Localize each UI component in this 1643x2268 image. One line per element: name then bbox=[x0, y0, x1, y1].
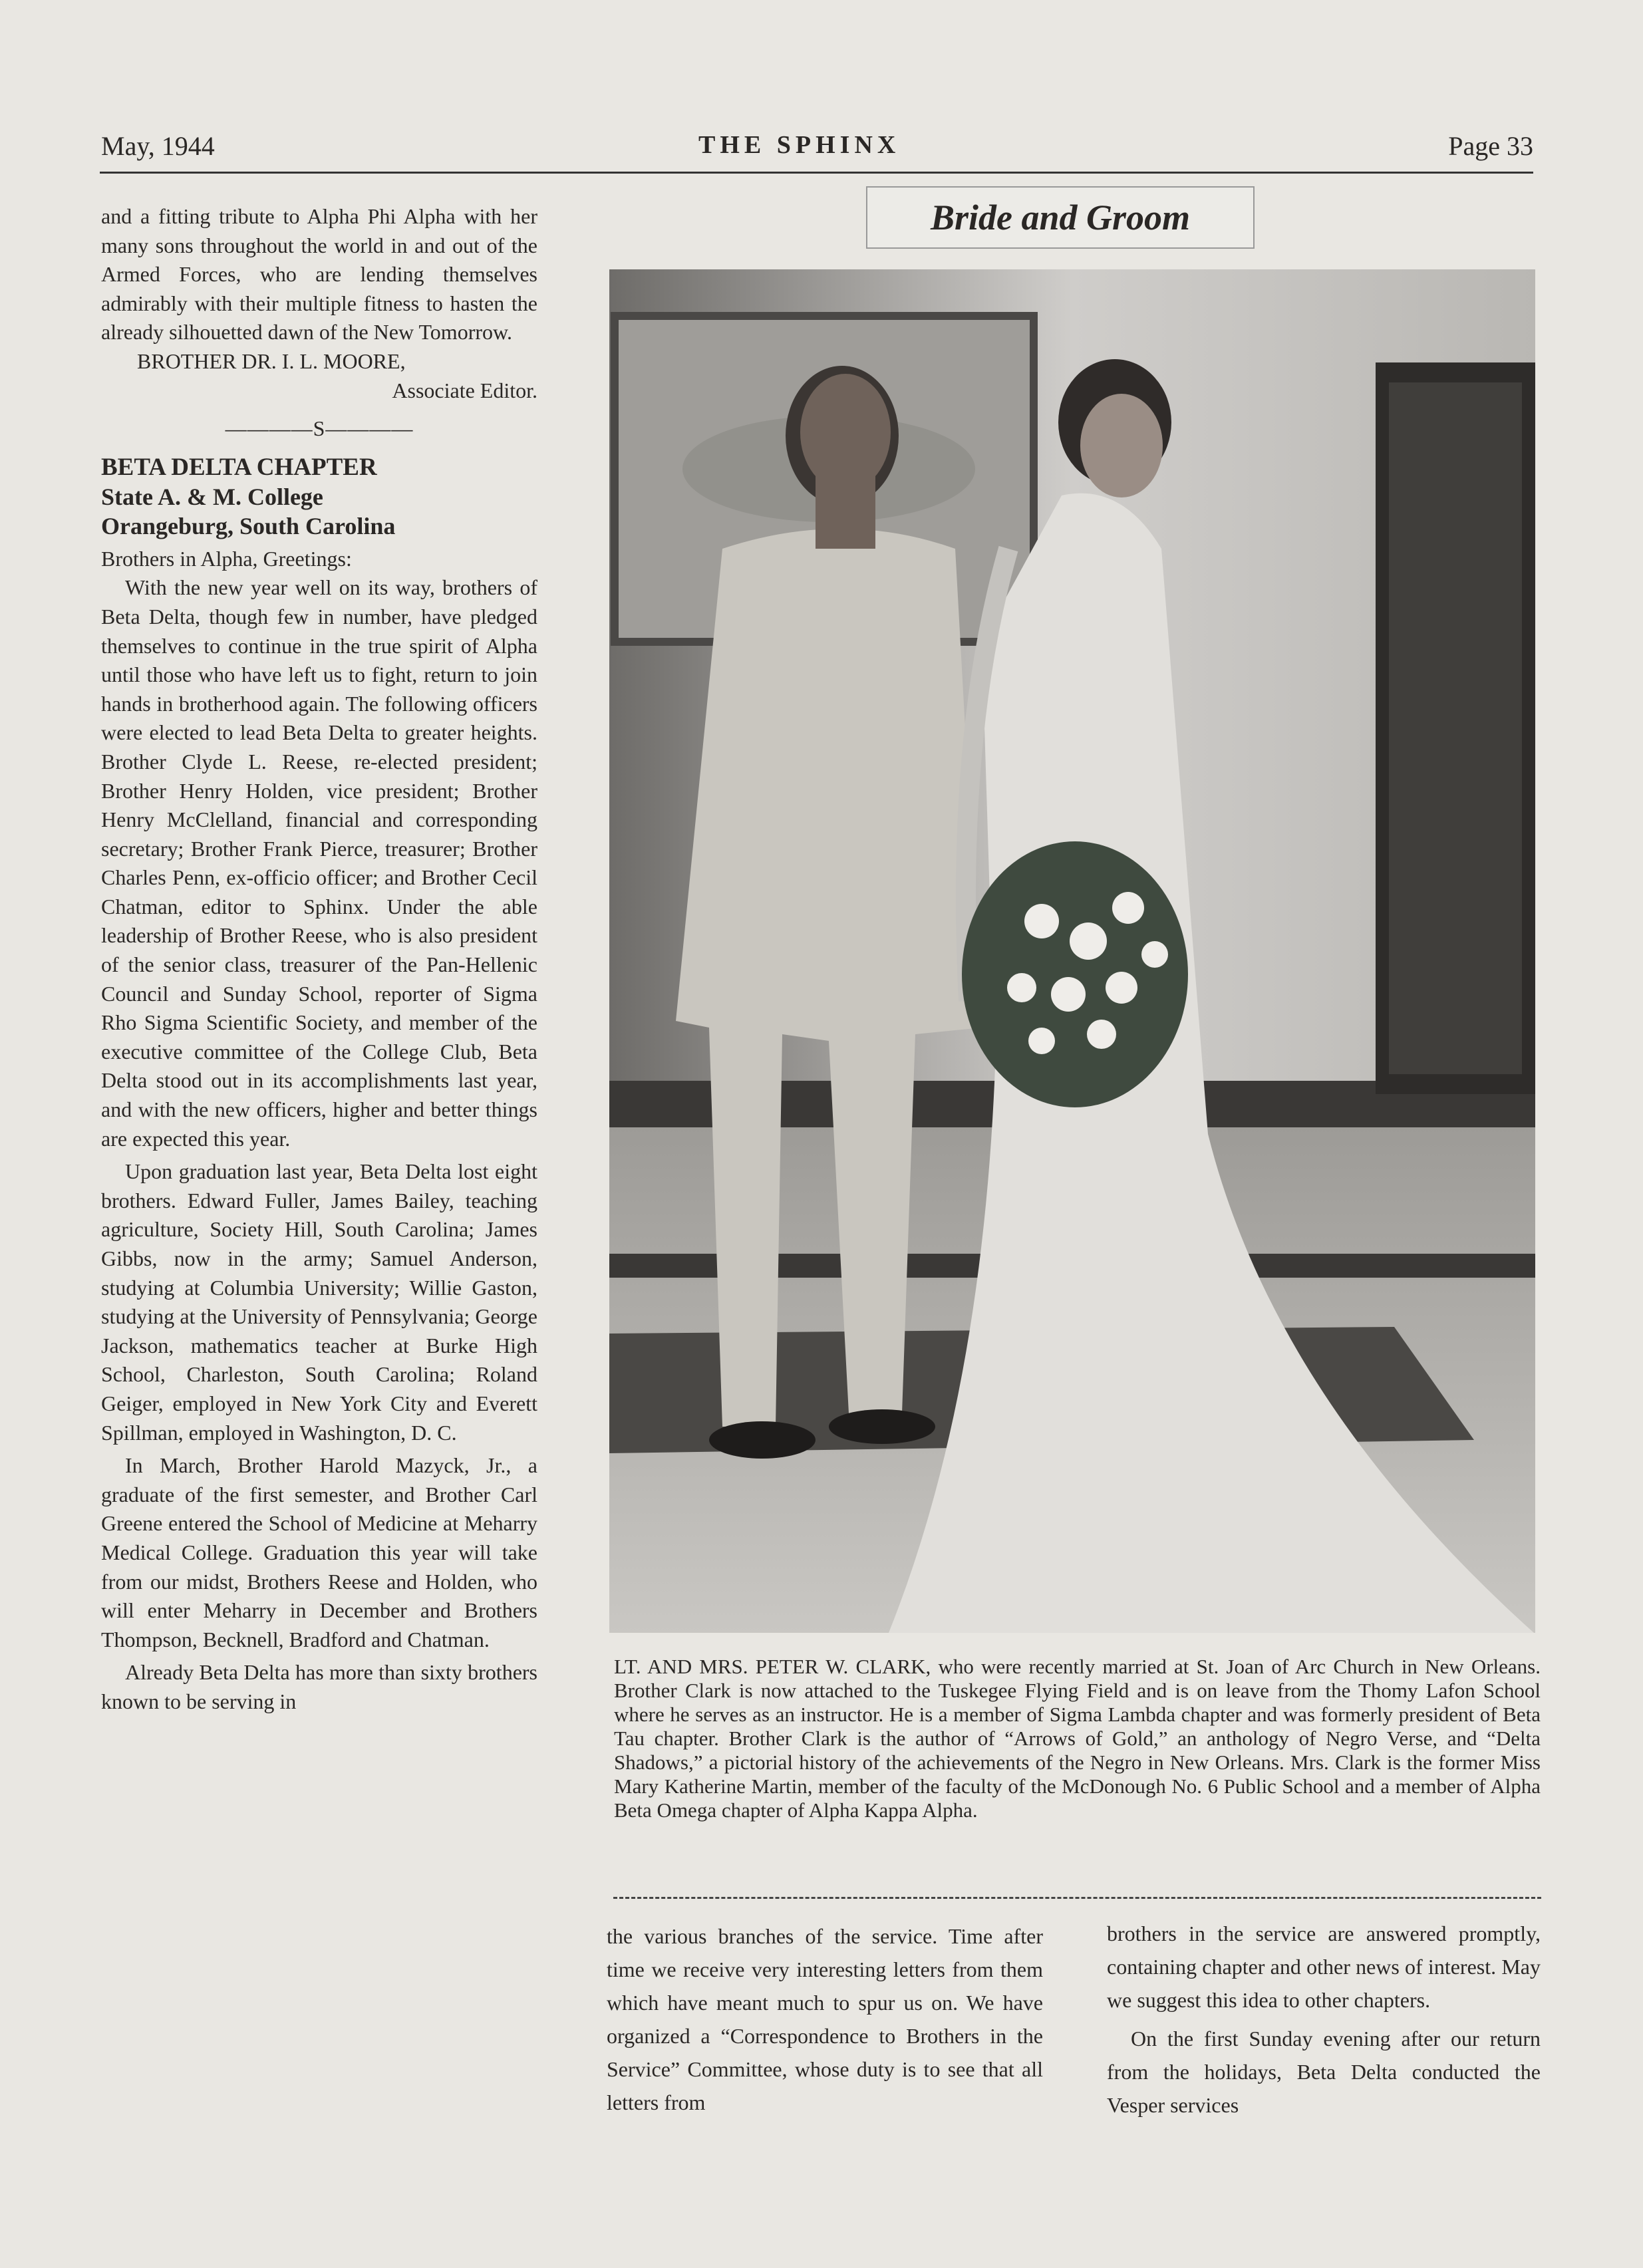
dashed-divider bbox=[613, 1897, 1541, 1899]
signature-title: Associate Editor. bbox=[392, 378, 537, 402]
paragraph: Already Beta Delta has more than sixty brothers known to be serving in bbox=[101, 1660, 537, 1713]
wedding-photo-illustration bbox=[609, 269, 1535, 1633]
paragraph: On the first Sunday evening after our return from the holidays, Beta Delta conducted the Vesper services bbox=[1107, 2027, 1541, 2117]
chapter-location: Orangeburg, South Carolina bbox=[101, 512, 396, 539]
paragraph: Upon graduation last year, Beta Delta lost eight brothers. Edward Fuller, James Bailey, teaching agriculture, Society Hill, South Carolina; James Gibbs, now in the army; Samuel Anderson, studying at Columbia University; Willie Gaston, studying at the University of Pennsylvania; George Jackson, mathematics teacher at Burke High School, Charleston, South Carolina; Roland Geiger, employed in New York City and Everett Spillman, employed in Washington, D. C. bbox=[101, 1159, 537, 1445]
wedding-photo bbox=[609, 269, 1535, 1633]
right-column bbox=[1107, 1917, 1541, 2122]
header-page-number: Page 33 bbox=[1448, 131, 1533, 161]
intro-paragraph: and a fitting tribute to Alpha Phi Alpha with her many sons throughout the world in and out of the Armed Forces, who are lending themselves admirably with their multiple fitness to hasten the already silhouetted dawn of the New Tomorrow. bbox=[101, 204, 537, 345]
paragraph: brothers in the service are answered promptly, containing chapter and other news of interest. May we suggest this idea to other chapters. bbox=[1107, 1921, 1541, 2012]
photo-caption: LT. AND MRS. PETER W. CLARK, who were recently married at St. Joan of Arc Church in New Orleans. Brother Clark is now attached to the Tuskegee Flying Field and is on leave from the Thomy Lafon School where he serves as an instructor. He is a member of Sigma Lambda chapter and was formerly president of Beta Tau chapter. Brother Clark is the author of “Arrows of Gold,” an anthology of Negro Verse, and “Delta Shadows,” a pictorial history of the achievements of the Negro in New Orleans. Mrs. Clark is the former Miss Mary Katherine Martin, member of the faculty of the McDonough No. 6 Public School and a member of Alpha Beta Omega chapter of Alpha Kappa Alpha. bbox=[614, 1655, 1541, 1822]
paragraph: In March, Brother Harold Mazyck, Jr., a graduate of the first semester, and Brother Carl Greene entered the School of Medicine at Meharry Medical College. Graduation this year will take from our midst, Brothers Reese and Holden, who will enter Meharry in December and Brothers Thompson, Becknell, Bradford and Chatman. bbox=[101, 1453, 537, 1651]
chapter-school: State A. & M. College bbox=[101, 483, 323, 510]
header-rule bbox=[100, 172, 1533, 174]
paragraph: the various branches of the service. Time after time we receive very interesting letters from them which have meant much to spur us on. We have organized a “Correspondence to Brothers in the Service” Committee, whose duty is to see that all letters from bbox=[607, 1924, 1043, 2114]
header-date: May, 1944 bbox=[101, 131, 215, 161]
left-column bbox=[101, 202, 537, 1717]
header-title: THE SPHINX bbox=[698, 131, 901, 159]
feature-title: Bride and Groom bbox=[866, 186, 1255, 249]
chapter-title: BETA DELTA CHAPTER bbox=[101, 453, 377, 481]
greeting: Brothers in Alpha, Greetings: bbox=[101, 546, 352, 571]
middle-column bbox=[607, 1919, 1043, 2119]
section-separator: ————S———— bbox=[225, 416, 414, 441]
signature-name: BROTHER DR. I. L. MOORE, bbox=[137, 349, 406, 373]
paragraph: With the new year well on its way, brothers of Beta Delta, though few in number, have pledged themselves to continue in the true spirit of Alpha until those who have left us to fight, return to join hands in brotherhood again. The following officers were elected to lead Beta Delta to greater heights. Brother Clyde L. Reese, re-elected president; Brother Henry Holden, vice president; Brother Henry McClelland, financial and corresponding secretary; Brother Frank Pierce, treasurer; Brother Charles Penn, ex-officio officer; and Brother Cecil Chatman, editor to Sphinx. Under the able leadership of Brother Reese, who is also president of the senior class, treasurer of the Pan-Hellenic Council and Sunday School, reporter of Sigma Rho Sigma Scientific Society, and member of the executive committee of the College Club, Beta Delta stood out in its accomplishments last year, and with the new officers, higher and better things are expected this year. bbox=[101, 575, 537, 1151]
